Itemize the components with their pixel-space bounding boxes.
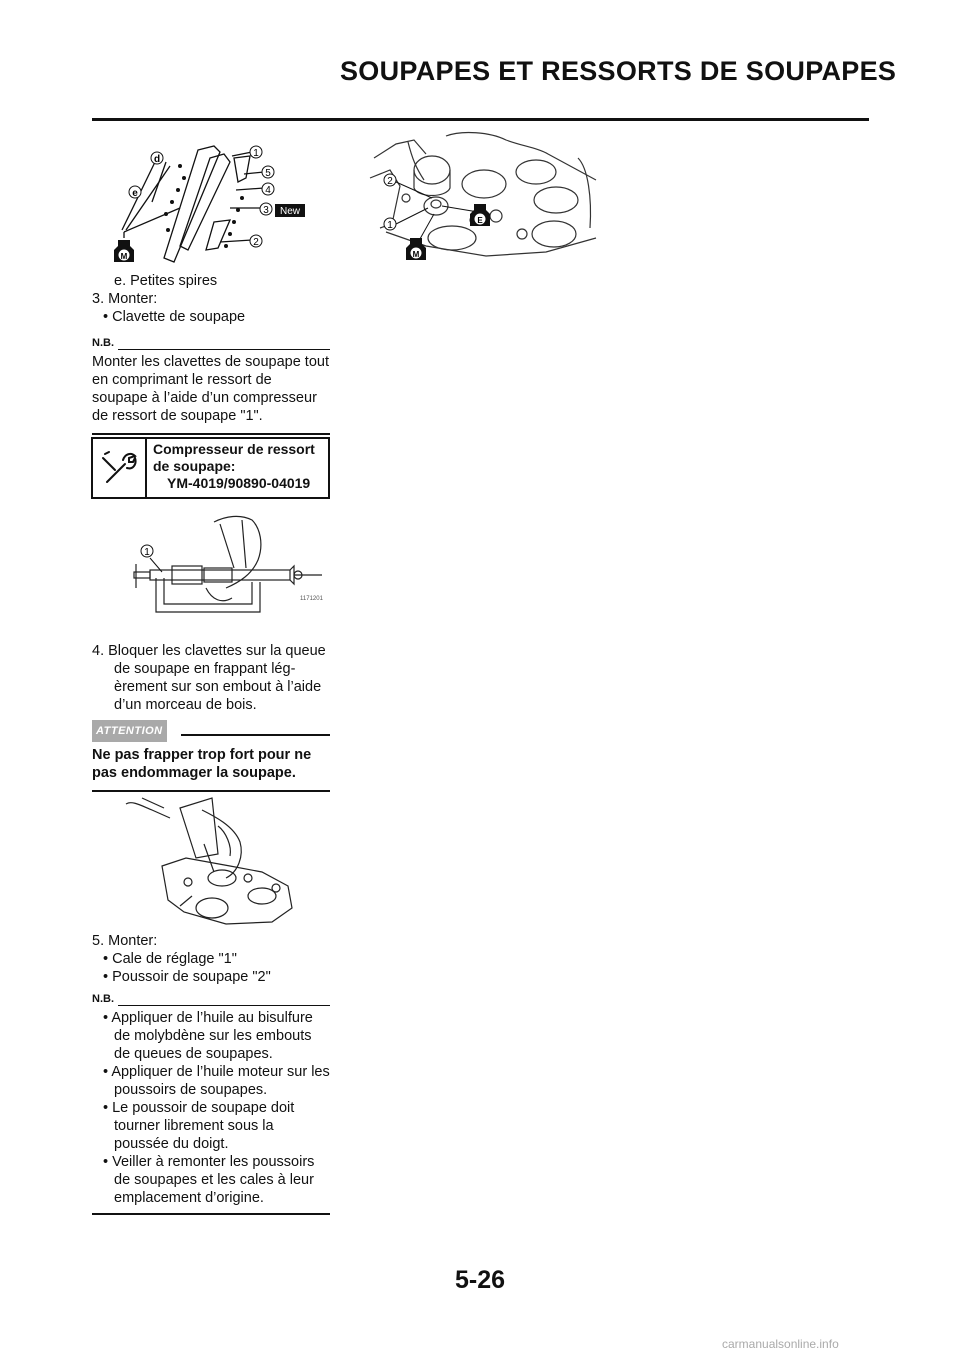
callout-2: 2 [253, 237, 259, 248]
callout-1-compressor: 1 [144, 547, 150, 558]
nb-text: Monter les clavettes de soupape tout en comprimant le ressort de soupape à l’aide d’un compresseur de ressort de soupape "1". [92, 354, 329, 424]
page-title: SOUPAPES ET RESSORTS DE SOUPAPES [340, 56, 897, 86]
step-5-bullet: • Poussoir de soupape "2" [103, 969, 271, 985]
attention-end-rule [92, 790, 330, 792]
callout-3: 3 [263, 205, 269, 216]
step-5-bullet: • Cale de réglage "1" [103, 951, 237, 967]
nb-end-rule [92, 433, 330, 435]
letter-d: d [153, 154, 161, 165]
watermark-text: carmanualsonline.info [722, 1337, 839, 1351]
nb-bullet: • Appliquer de l’huile au bisulfure de molybdène sur les embouts de queues de soupapes. [103, 1010, 313, 1062]
nb-bullet: • Le poussoir de soupape doit tourner librement sous la poussée du doigt. [103, 1100, 295, 1152]
callout-4: 4 [265, 185, 271, 196]
nb-header: N.B. [92, 334, 330, 352]
callout-1: 1 [253, 148, 259, 159]
nb-bullet: • Veiller à remonter les poussoirs de soupapes et les cales à leur emplacement d’origine. [103, 1154, 315, 1206]
nb-header: N.B. [92, 990, 330, 1008]
page-number: 5-26 [454, 1266, 506, 1294]
valve-spring-compressor-diagram [122, 508, 328, 632]
cylinder-head-lifter-diagram [366, 128, 608, 270]
nb-bullet: • Appliquer de l’huile moteur sur les poussoirs de soupapes. [103, 1064, 330, 1098]
callout-2-lifter: 2 [387, 176, 393, 187]
tool-part-number: YM-4019/90890-04019 [167, 475, 311, 491]
tool-name-line2: de soupape: [153, 458, 236, 474]
letter-e: e [132, 188, 138, 199]
step-4-text: 4. Bloquer les clavettes sur la queue de soupape en frappant légèrement sur son embout à l’aide d’un morceau de bois. [92, 643, 326, 713]
attention-header [92, 720, 330, 742]
legend-item-e: e. Petites spires [114, 273, 218, 289]
tool-name-line1: Compresseur de ressort [153, 441, 315, 457]
new-badge: New [279, 206, 301, 217]
step-3-title: 3. Monter: [92, 291, 158, 307]
header-divider [92, 118, 869, 121]
callout-5: 5 [265, 168, 271, 179]
engine-oil-badge: E [477, 216, 483, 225]
special-tool-box [91, 437, 330, 499]
tapping-valve-diagram [122, 796, 308, 930]
wrench-icon [93, 439, 147, 497]
molybdenum-oil-badge: M [120, 252, 128, 261]
callout-1-shim: 1 [387, 220, 393, 231]
valve-spring-diagram [110, 138, 320, 266]
nb-end-rule [92, 1213, 330, 1215]
attention-text: Ne pas frapper trop fort pour ne pas endommager la soupape. [92, 747, 312, 781]
figure-code: 1171201 [300, 596, 323, 602]
step-3-bullet: • Clavette de soupape [103, 309, 246, 325]
attention-label: ATTENTION [92, 720, 167, 742]
molybdenum-oil-badge-2: M [412, 250, 420, 259]
step-5-title: 5. Monter: [92, 933, 158, 949]
